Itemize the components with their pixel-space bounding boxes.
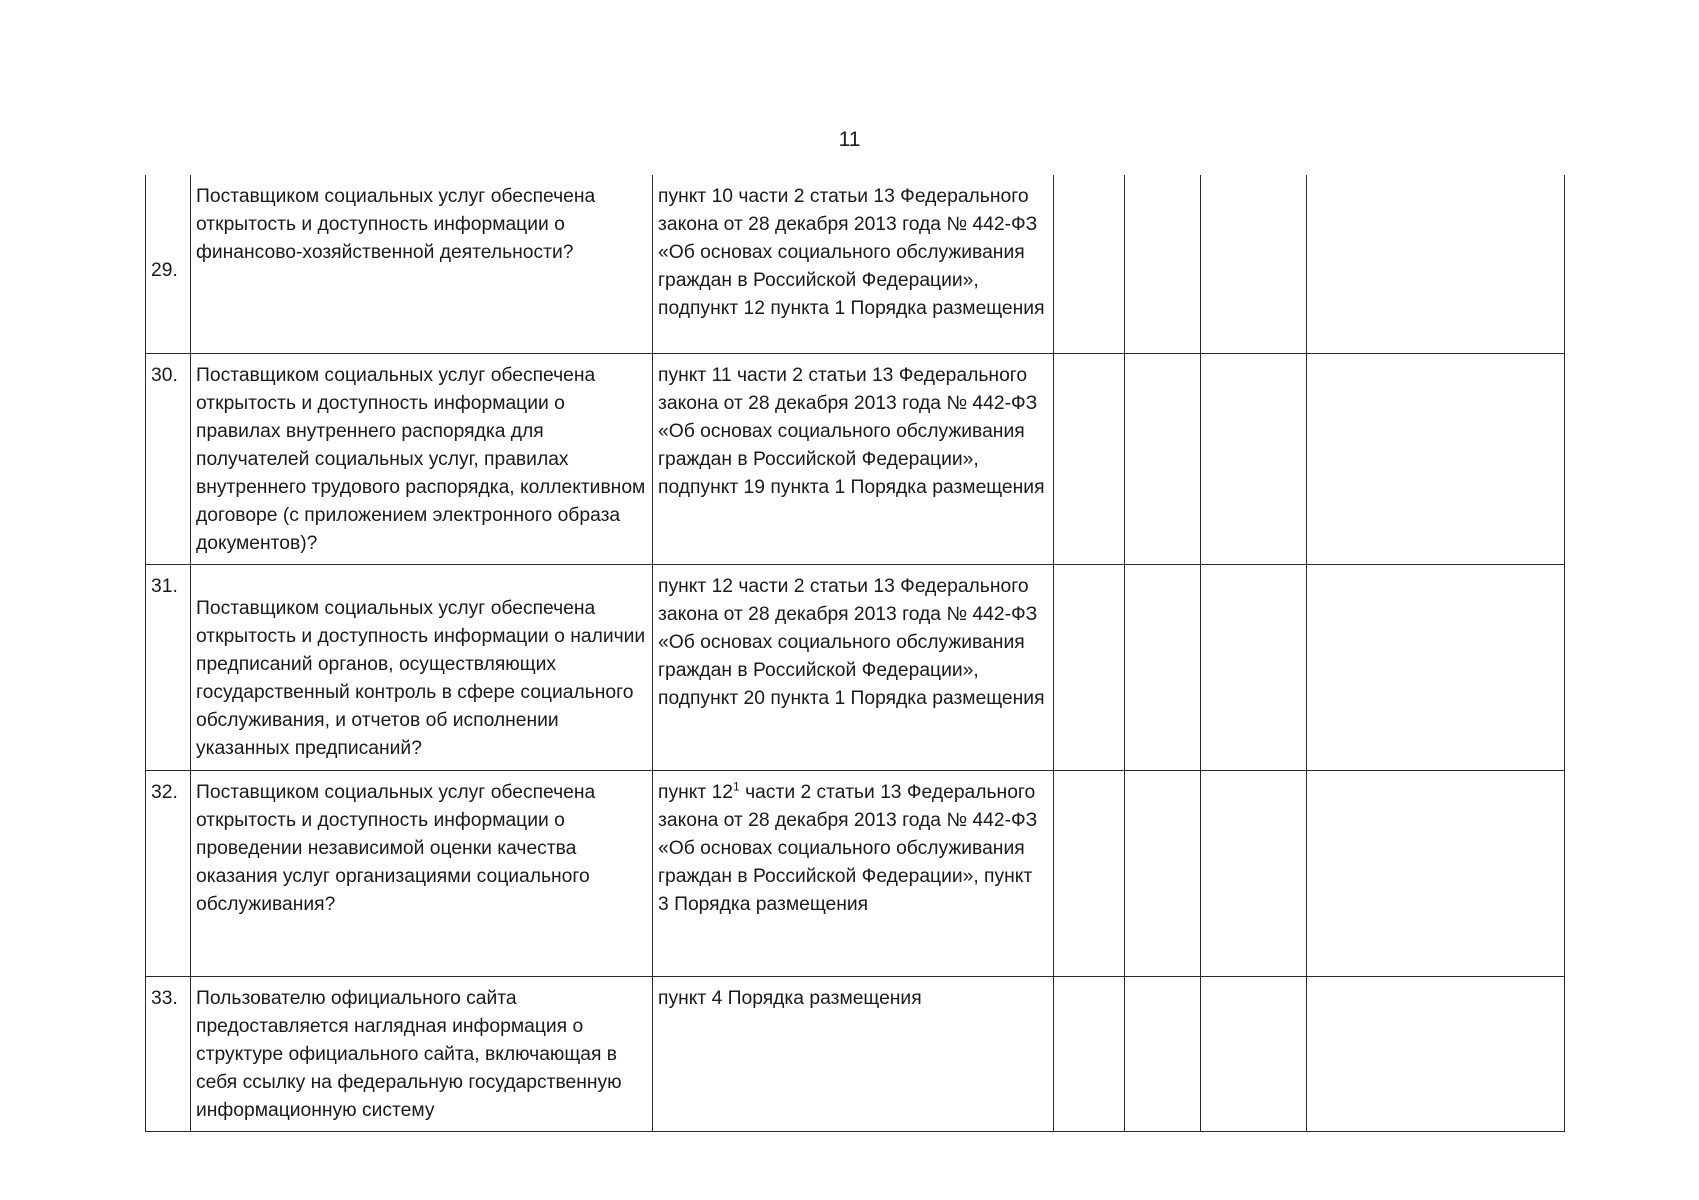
answer-not-applicable-cell bbox=[1201, 353, 1307, 564]
question-cell: Поставщиком социальных услуг обеспечена открытость и доступность информации о правилах внутреннего распорядка для получателей социальных услуг, правилах внутреннего трудового распорядка, коллективном договоре (с приложением электронного образа документов)? bbox=[191, 353, 653, 564]
note-cell bbox=[1307, 770, 1565, 976]
legal-reference-cell: пункт 10 части 2 статьи 13 Федерального закона от 28 декабря 2013 года № 442-ФЗ «Об основах социального обслуживания граждан в Российской Федерации», подпункт 12 пункта 1 Порядка размещения bbox=[653, 175, 1054, 353]
answer-not-applicable-cell bbox=[1201, 770, 1307, 976]
answer-no-cell bbox=[1125, 175, 1201, 353]
row-number: 32. bbox=[146, 770, 191, 976]
question-cell: Поставщиком социальных услуг обеспечена открытость и доступность информации о финансово-хозяйственной деятельности? bbox=[191, 175, 653, 353]
answer-yes-cell bbox=[1054, 353, 1125, 564]
answer-no-cell bbox=[1125, 353, 1201, 564]
question-cell: Поставщиком социальных услуг обеспечена открытость и доступность информации о наличии предписаний органов, осуществляющих государственный контроль в сфере социального обслуживания, и отчетов об исполнении указанных предписаний? bbox=[191, 564, 653, 770]
row-number: 33. bbox=[146, 976, 191, 1131]
reference-text-start: пункт 12 bbox=[658, 781, 734, 803]
reference-text-rest: части 2 статьи 13 Федерального закона от 28 декабря 2013 года № 442-ФЗ «Об основах социального обслуживания граждан в Российской Федерации», пункт 3 Порядка размещения bbox=[658, 781, 1038, 915]
note-cell bbox=[1307, 175, 1565, 353]
answer-no-cell bbox=[1125, 770, 1201, 976]
note-cell bbox=[1307, 976, 1565, 1131]
answer-yes-cell bbox=[1054, 175, 1125, 353]
note-cell bbox=[1307, 564, 1565, 770]
checklist-table bbox=[145, 175, 1565, 1132]
page-number: 11 bbox=[838, 128, 861, 151]
note-cell bbox=[1307, 353, 1565, 564]
legal-reference-cell: пункт 12 части 2 статьи 13 Федерального закона от 28 декабря 2013 года № 442-ФЗ «Об основах социального обслуживания граждан в Российской Федерации», подпункт 20 пункта 1 Порядка размещения bbox=[653, 564, 1054, 770]
row-number: 30. bbox=[146, 353, 191, 564]
answer-not-applicable-cell bbox=[1201, 976, 1307, 1131]
answer-not-applicable-cell bbox=[1201, 564, 1307, 770]
answer-yes-cell bbox=[1054, 770, 1125, 976]
legal-reference-cell: пункт 4 Порядка размещения bbox=[653, 976, 1054, 1131]
answer-yes-cell bbox=[1054, 564, 1125, 770]
answer-no-cell bbox=[1125, 564, 1201, 770]
answer-not-applicable-cell bbox=[1201, 175, 1307, 353]
table-row-31 bbox=[146, 564, 1565, 770]
question-cell: Пользователю официального сайта предоставляется наглядная информация о структуре официального сайта, включающая в себя ссылку на федеральную государственную информационную систему bbox=[191, 976, 653, 1131]
answer-yes-cell bbox=[1054, 976, 1125, 1131]
question-cell: Поставщиком социальных услуг обеспечена открытость и доступность информации о проведении независимой оценки качества оказания услуг организациями социального обслуживания? bbox=[191, 770, 653, 976]
table-row-32 bbox=[146, 770, 1565, 976]
legal-reference-cell: пункт 11 части 2 статьи 13 Федерального закона от 28 декабря 2013 года № 442-ФЗ «Об основах социального обслуживания граждан в Российской Федерации», подпункт 19 пункта 1 Порядка размещения bbox=[653, 353, 1054, 564]
row-number: 29. bbox=[146, 175, 191, 353]
table-row-33 bbox=[146, 976, 1565, 1131]
table-row-30 bbox=[146, 353, 1565, 564]
legal-reference-cell bbox=[653, 770, 1054, 976]
table-row-29 bbox=[146, 175, 1565, 353]
reference-superscript: 1 bbox=[733, 779, 740, 794]
answer-no-cell bbox=[1125, 976, 1201, 1131]
row-number: 31. bbox=[146, 564, 191, 770]
